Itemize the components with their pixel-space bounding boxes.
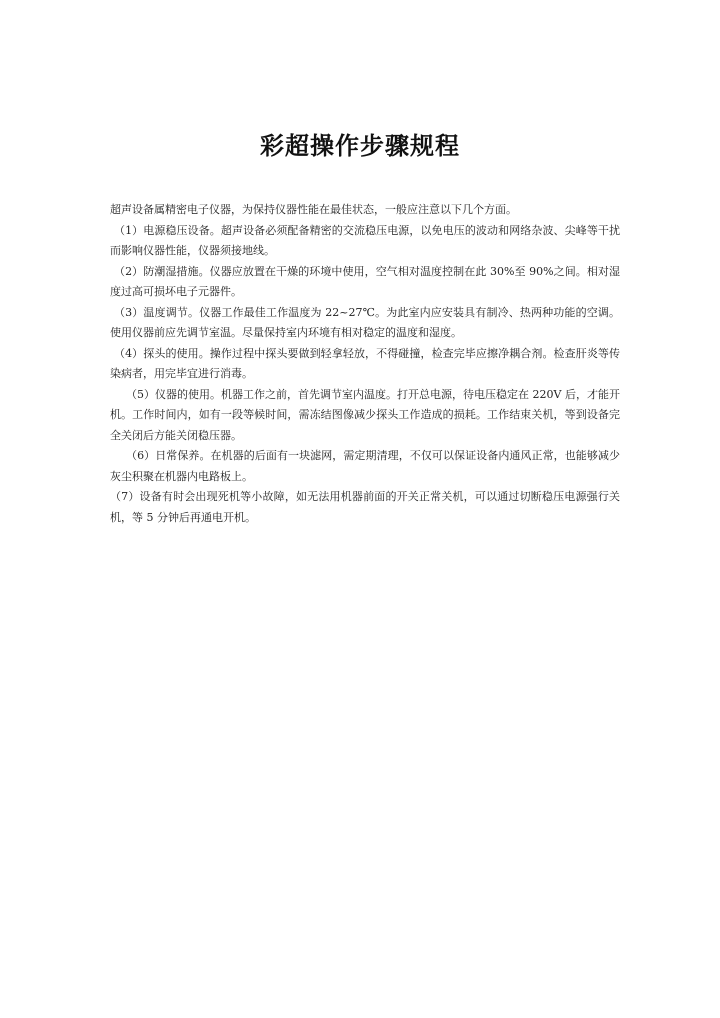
intro-paragraph: 超声设备属精密电子仪器，为保持仪器性能在最佳状态，一般应注意以下几个方面。 (110, 203, 517, 216)
document-title: 彩超操作步骤规程 (260, 132, 460, 160)
paragraph-daily-maintenance: （6）日常保养。在机器的后面有一块滤网，需定期清理，不仅可以保证设备内通风正常，也能够减少灰尘积聚在机器内电路板上。 (110, 449, 620, 483)
paragraph-moisture-protection: （2）防潮湿措施。仪器应放置在干燥的环境中使用，空气相对温度控制在此 30%至 90%之间。相对湿度过高可损坏电子元器件。 (110, 264, 620, 298)
paragraph-temperature-control: （3）温度调节。仪器工作最佳工作温度为 22~27℃。为此室内应安装具有制冷、热两种功能的空调。使用仪器前应先调节室温。尽量保持室内环境有相对稳定的温度和湿度。 (110, 305, 620, 339)
paragraph-probe-usage: （4）探头的使用。操作过程中探头要做到轻拿轻放，不得碰撞，检查完毕应擦净耦合剂。检查肝炎等传染病者，用完毕宜进行消毒。 (110, 346, 620, 380)
document-body (110, 200, 620, 528)
paragraph-power-regulator: （1）电源稳压设备。超声设备必须配备精密的交流稳压电源，以免电压的波动和网络杂波、尖峰等干扰而影响仪器性能，仪器须接地线。 (110, 223, 620, 257)
paragraph-instrument-usage: （5）仪器的使用。机器工作之前，首先调节室内温度。打开总电源，待电压稳定在 220V 后，才能开机。工作时间内，如有一段等候时间，需冻结图像减少探头工作造成的损耗。工作结束关机，等到设备完全关闭后方能关闭稳压器。 (110, 387, 620, 442)
paragraph-troubleshooting: （7）设备有时会出现死机等小故障，如无法用机器前面的开关正常关机，可以通过切断稳压电源强行关机，等 5 分钟后再通电开机。 (110, 490, 620, 524)
